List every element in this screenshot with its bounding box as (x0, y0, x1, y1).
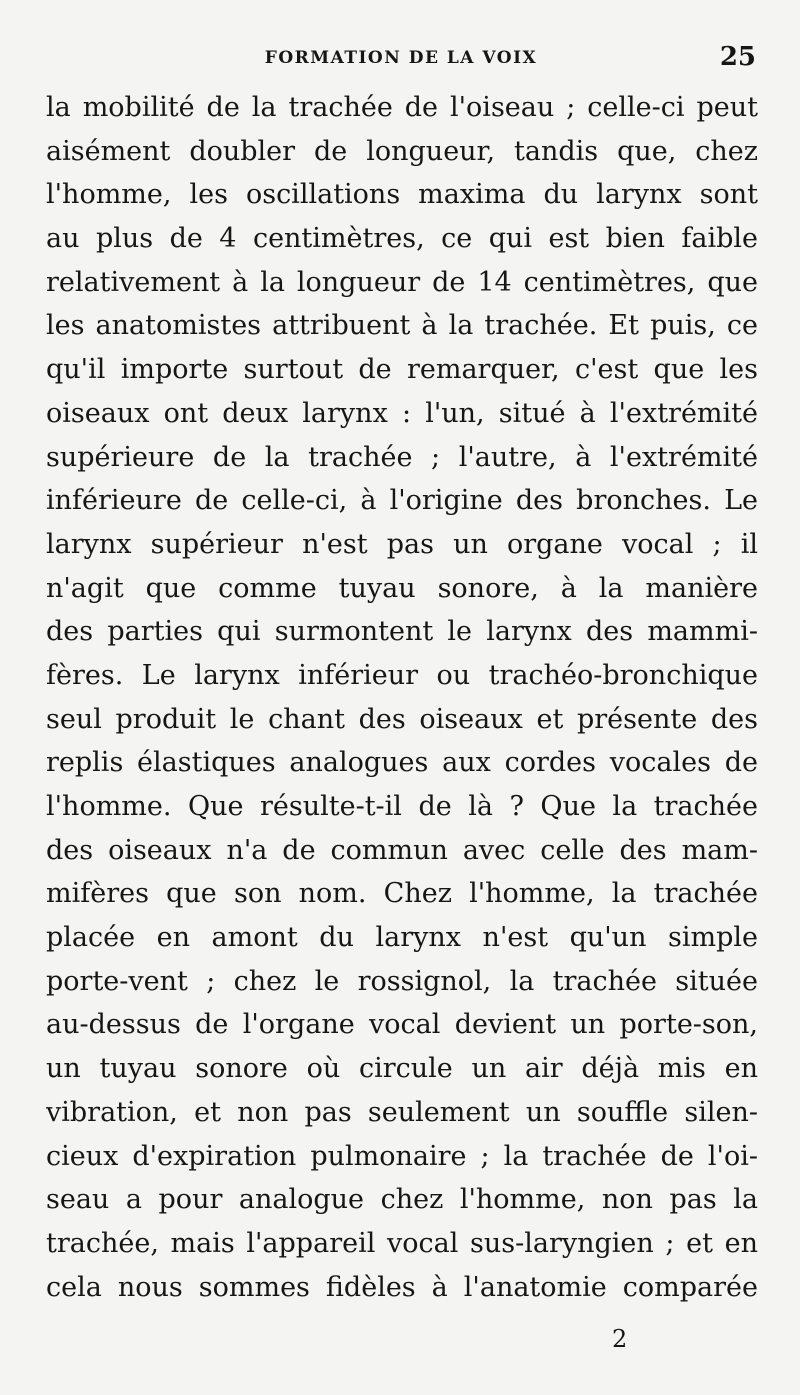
text-line: supérieure de la trachée ; l'autre, à l'extrémité (46, 441, 758, 473)
text-line: au plus de 4 centimètres, ce qui est bien faible (46, 223, 758, 255)
running-title: FORMATION DE LA VOIX (264, 48, 538, 68)
text-line: les anatomistes attribuent à la trachée. Et puis, ce (46, 310, 758, 342)
text-line: des parties qui surmontent le larynx des mammi- (46, 616, 758, 648)
text-line: trachée, mais l'appareil vocal sus-laryngien ; et en (46, 1227, 758, 1259)
text-line: inférieure de celle-ci, à l'origine des bronches. Le (46, 485, 758, 517)
text-line: seul produit le chant des oiseaux et présente des (46, 703, 758, 735)
text-line: mifères que son nom. Chez l'homme, la trachée (46, 878, 758, 910)
text-line: des oiseaux n'a de commun avec celle des mam- (46, 834, 758, 866)
running-head (46, 42, 756, 76)
text-line: relativement à la longueur de 14 centimètres, que (46, 266, 758, 298)
text-line: fères. Le larynx inférieur ou trachéo-bronchique (46, 659, 758, 691)
text-line: la mobilité de la trachée de l'oiseau ; celle-ci peut (46, 92, 758, 123)
text-line: aisément doubler de longueur, tandis que, chez (46, 135, 758, 167)
body-text (46, 86, 758, 1309)
text-line: un tuyau sonore où circule un air déjà mis en (46, 1053, 758, 1085)
text-line: vibration, et non pas seulement un souffle silen- (46, 1096, 758, 1128)
text-line: qu'il importe surtout de remarquer, c'est que les (46, 354, 758, 386)
text-line: cieux d'expiration pulmonaire ; la trachée de l'oi- (46, 1140, 758, 1172)
text-line: larynx supérieur n'est pas un organe vocal ; il (46, 528, 758, 560)
text-line: l'homme, les oscillations maxima du larynx sont (46, 179, 758, 211)
text-line: porte-vent ; chez le rossignol, la trachée située (46, 965, 758, 997)
text-line: au-dessus de l'organe vocal devient un porte-son, (46, 1009, 758, 1041)
text-line: replis élastiques analogues aux cordes vocales de (46, 747, 758, 779)
text-line: l'homme. Que résulte-t-il de là ? Que la trachée (46, 791, 758, 822)
text-line: oiseaux ont deux larynx : l'un, situé à l'extrémité (46, 397, 758, 429)
page-number: 25 (719, 42, 756, 72)
text-line: placée en amont du larynx n'est qu'un simple (46, 922, 758, 954)
text-line: cela nous sommes fidèles à l'anatomie comparée (46, 1271, 758, 1303)
signature-mark: 2 (612, 1325, 628, 1353)
text-line: seau a pour analogue chez l'homme, non pas la (46, 1184, 758, 1216)
text-line: n'agit que comme tuyau sonore, à la manière (46, 572, 758, 604)
